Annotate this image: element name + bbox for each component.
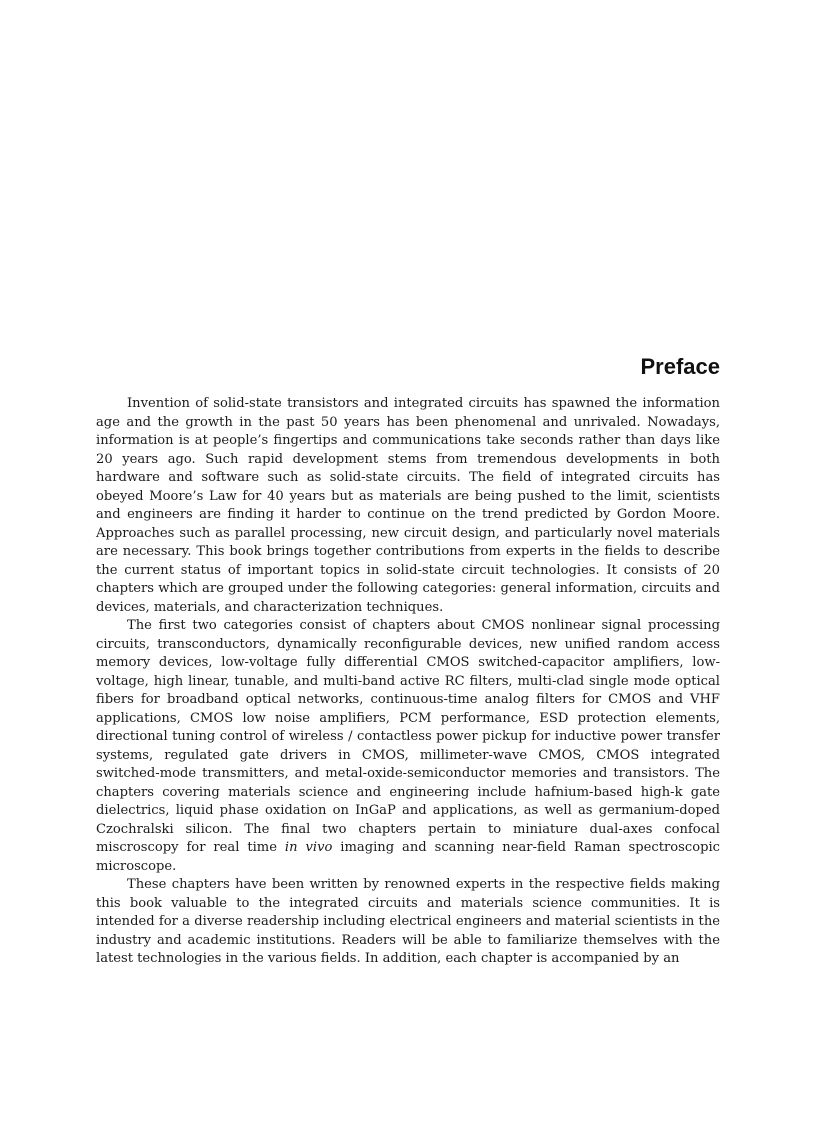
- paragraph-2-text-end: imaging and scanning near-field Raman spectroscopic microscope.: [96, 840, 720, 874]
- paragraph-3: These chapters have been written by renowned experts in the respective fields making this book valuable to the integrated circuits and materials science communities. It is intended for a diverse readership including electrical engineers and material scientists in the industry and academic institutions. Readers will be able to familiarize themselves with the latest technologies in the various fields. In addition, each chapter is accompanied by an: [96, 877, 720, 966]
- paragraph-2-text-start: The first two categories consist of chapters about CMOS nonlinear signal processing circuits, transconductors, dynamically reconfigurable devices, new unified random access memory devices, low-voltage fully differential CMOS switched-capacitor amplifiers, low-voltage, high linear, tunable, and multi-band active RC filters, multi-clad single mode optical fibers for broadband optical networks, continuous-time analog filters for CMOS and VHF applications, CMOS low noise amplifiers, PCM performance, ESD protection elements, directional tuning control of wireless / contactless power pickup for inductive power transfer systems, regulated gate drivers in CMOS, millimeter-wave CMOS, CMOS integrated switched-mode transmitters, and metal-oxide-semiconductor memories and transistors. The chapters covering materials science and engineering include hafnium-based high-k gate dielectrics, liquid phase oxidation on InGaP and applications, as well as germanium-doped Czochralski silicon. The final two chapters pertain to miniature dual-axes confocal miscroscopy for real time: [96, 618, 720, 855]
- paragraph-2: [96, 617, 720, 876]
- page-content: [96, 352, 720, 969]
- paragraph-1: Invention of solid-state transistors and integrated circuits has spawned the information age and the growth in the past 50 years has been phenomenal and unrivaled. Nowadays, information is at people’s fingertips and communications take seconds rather than days like 20 years ago. Such rapid development stems from tremendous developments in both hardware and software such as solid-state circuits. The field of integrated circuits has obeyed Moore’s Law for 40 years but as materials are being pushed to the limit, scientists and engineers are finding it harder to continue on the trend predicted by Gordon Moore. Approaches such as parallel processing, new circuit design, and particularly novel materials are necessary. This book brings together contributions from experts in the fields to describe the current status of important topics in solid-state circuit technologies. It consists of 20 chapters which are grouped under the following categories: general information, circuits and devices, materials, and characterization techniques.: [96, 396, 720, 615]
- page-title: Preface: [640, 354, 720, 379]
- paragraph-2-italic-term: in vivo: [284, 840, 333, 855]
